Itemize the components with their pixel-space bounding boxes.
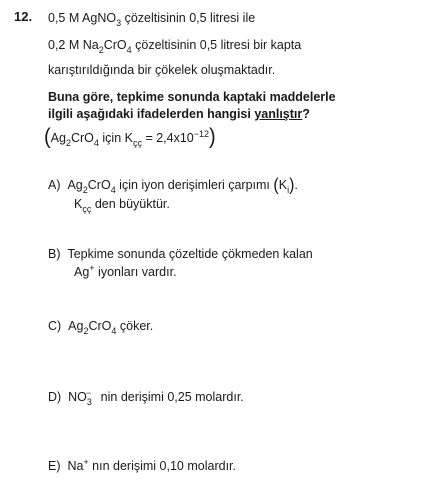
subscript: 4 bbox=[93, 138, 99, 148]
prompt-line-1: Buna göre, tepkime sonunda kaptaki maddelerle bbox=[48, 90, 336, 104]
given-ksp bbox=[44, 124, 216, 150]
stem-text: çözeltisinin 0,5 litresi bir kapta bbox=[131, 38, 302, 52]
option-a-line-2 bbox=[74, 196, 170, 212]
stem-text: CrO bbox=[103, 38, 127, 52]
option-text: nin derişimi 0,25 molardır. bbox=[97, 390, 244, 404]
option-text: çöker. bbox=[116, 319, 154, 333]
subscript: 2 bbox=[98, 45, 104, 55]
prompt-line-2 bbox=[48, 106, 310, 122]
stem-line-3: karıştırıldığında bir çökelek oluşmaktadır. bbox=[48, 63, 276, 77]
option-text: Ag bbox=[67, 178, 83, 192]
option-text: K bbox=[74, 197, 83, 211]
superscript: + bbox=[83, 457, 89, 467]
option-letter: B) bbox=[48, 247, 61, 261]
option-text: Ag bbox=[74, 265, 90, 279]
option-text: için iyon derişimleri çarpımı bbox=[115, 178, 274, 192]
superscript: − bbox=[85, 388, 92, 398]
subscript: 4 bbox=[111, 326, 117, 336]
prompt-text: ? bbox=[302, 107, 310, 121]
option-e[interactable] bbox=[48, 458, 236, 474]
subscript: 3 bbox=[116, 18, 122, 28]
stem-text: 0,5 M AgNO bbox=[48, 11, 117, 25]
option-text: Tepkime sonunda çözeltide çökmeden kalan bbox=[67, 247, 313, 261]
stem-line-1 bbox=[48, 10, 255, 26]
option-text: . bbox=[294, 178, 298, 192]
option-text: Na bbox=[67, 459, 84, 473]
option-c[interactable] bbox=[48, 318, 153, 334]
paren-open: ( bbox=[44, 124, 51, 150]
subscript: 2 bbox=[65, 138, 71, 148]
paren-close: ) bbox=[209, 124, 216, 150]
subscript: 4 bbox=[110, 185, 116, 195]
question-number: 12. bbox=[14, 9, 33, 24]
subscript: çç bbox=[82, 204, 92, 214]
given-text: için K bbox=[98, 131, 133, 145]
option-text: NO bbox=[68, 390, 87, 404]
given-text: = 2,4x10 bbox=[141, 131, 194, 145]
subscript: 3 bbox=[86, 397, 92, 407]
option-letter: D) bbox=[48, 390, 62, 404]
option-text: nın derişimi 0,10 molardır. bbox=[88, 459, 236, 473]
option-letter: A) bbox=[48, 178, 61, 192]
option-text: CrO bbox=[87, 178, 111, 192]
prompt-emphasis: yanlıştır bbox=[254, 107, 303, 121]
stem-line-2 bbox=[48, 37, 301, 53]
prompt-text: ilgili aşağıdaki ifadelerden hangisi bbox=[48, 107, 255, 121]
option-text: K bbox=[278, 178, 288, 192]
paren-close: ) bbox=[289, 176, 295, 195]
given-text: Ag bbox=[50, 131, 66, 145]
subscript: i bbox=[287, 185, 290, 195]
option-letter: C) bbox=[48, 319, 62, 333]
stem-text: çözeltisinin 0,5 litresi ile bbox=[121, 11, 256, 25]
option-text: CrO bbox=[88, 319, 112, 333]
option-text: den büyüktür. bbox=[91, 197, 170, 211]
superscript: + bbox=[89, 263, 95, 273]
stem-text: 0,2 M Na bbox=[48, 38, 99, 52]
subscript: 4 bbox=[126, 45, 132, 55]
subscript: 2 bbox=[83, 326, 89, 336]
subscript: çç bbox=[132, 138, 142, 148]
given-text: CrO bbox=[70, 131, 94, 145]
paren-open: ( bbox=[273, 176, 279, 195]
option-letter: E) bbox=[48, 459, 61, 473]
superscript: −12 bbox=[193, 129, 210, 139]
subscript: 2 bbox=[82, 185, 88, 195]
option-b[interactable] bbox=[48, 246, 313, 262]
option-b-line-2 bbox=[74, 264, 177, 280]
option-a[interactable] bbox=[48, 177, 298, 193]
option-text: iyonları vardır. bbox=[94, 265, 177, 279]
option-text: Ag bbox=[68, 319, 84, 333]
option-d[interactable] bbox=[48, 389, 244, 405]
